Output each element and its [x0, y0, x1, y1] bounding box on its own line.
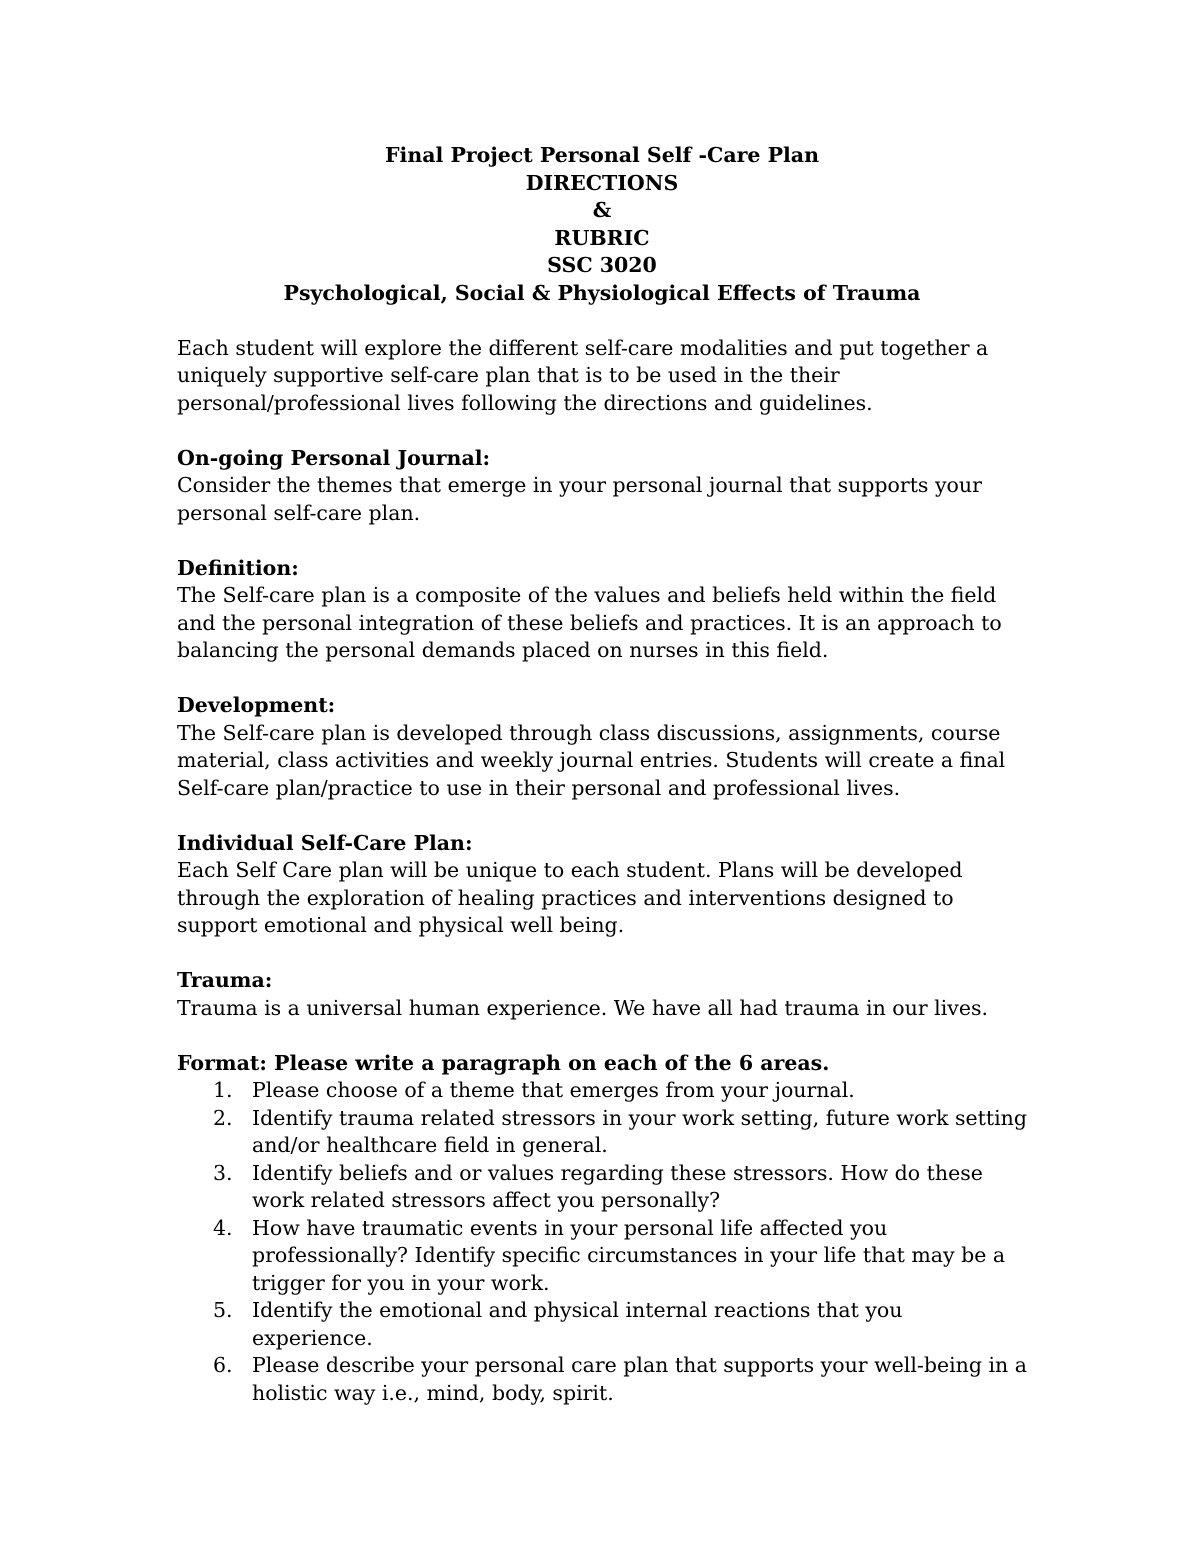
section-format	[177, 1050, 1027, 1408]
section-title: Definition:	[177, 555, 299, 580]
section-title: Trauma:	[177, 968, 273, 992]
document-header	[177, 142, 1027, 307]
list-item	[177, 1352, 1027, 1407]
list-item-number: 4.	[213, 1215, 233, 1240]
section-title: On-going Personal Journal:	[177, 445, 491, 470]
list-item	[177, 1215, 1027, 1298]
list-item-text: Please choose of a theme that emerges from your journal.	[252, 1078, 855, 1102]
list-item-number: 2.	[213, 1105, 233, 1130]
list-item	[177, 1160, 1027, 1215]
header-directions: DIRECTIONS	[525, 170, 679, 195]
header-rubric: RUBRIC	[554, 225, 650, 250]
list-item-number: 5.	[213, 1298, 233, 1322]
list-item-text: Identify trauma related stressors in your work setting, future work setting and/or healthcare field in general.	[252, 1105, 1028, 1157]
list-item-number: 1.	[213, 1078, 233, 1102]
list-item-text: Please describe your personal care plan that supports your well-being in a holistic way i.e., mind, body, spirit.	[252, 1353, 1027, 1405]
list-item-text: Identify the emotional and physical internal reactions that you experience.	[252, 1298, 903, 1350]
section-individual-plan	[177, 830, 1027, 940]
section-body: Trauma is a universal human experience. We have all had trauma in our lives.	[177, 995, 989, 1020]
section-journal	[177, 445, 1027, 528]
section-development	[177, 692, 1027, 802]
header-ampersand: &	[592, 198, 612, 222]
section-body: Each Self Care plan will be unique to each student. Plans will be developed through the exploration of healing practices and interventions designed to support emotional and physical well being.	[177, 858, 963, 937]
section-title: Individual Self-Care Plan:	[177, 830, 473, 855]
list-item	[177, 1297, 1027, 1352]
section-title: Development:	[177, 693, 336, 717]
section-body: Consider the themes that emerge in your personal journal that supports your personal self-care plan.	[177, 473, 982, 525]
document-page	[177, 142, 1027, 1407]
list-item	[177, 1077, 1027, 1105]
format-list	[177, 1077, 1027, 1407]
header-course-title: Psychological, Social & Physiological Effects of Trauma	[283, 280, 921, 305]
list-item-number: 6.	[213, 1353, 233, 1377]
section-body: The Self-care plan is developed through class discussions, assignments, course material, class activities and weekly journal entries. Students will create a final Self-care plan/practice to use in their personal and professional lives.	[177, 720, 1006, 800]
list-item-number: 3.	[213, 1160, 233, 1185]
header-course-code: SSC 3020	[547, 253, 657, 277]
list-item-text: How have traumatic events in your personal life affected you professionally? Identify specific circumstances in your life that may be a trigger for you in your work.	[252, 1215, 1006, 1295]
intro-paragraph: Each student will explore the different self-care modalities and put together a uniquely supportive self-care plan that is to be used in the their personal/professional lives following the directions and guidelines.	[177, 335, 989, 415]
section-trauma	[177, 967, 1027, 1022]
section-definition	[177, 555, 1027, 665]
list-item	[177, 1105, 1027, 1160]
list-item-text: Identify beliefs and or values regarding these stressors. How do these work related stressors affect you personally?	[252, 1160, 983, 1212]
document-title: Final Project Personal Self -Care Plan	[385, 143, 819, 167]
section-body: The Self-care plan is a composite of the values and beliefs held within the field and the personal integration of these beliefs and practices. It is an approach to balancing the personal demands placed on nurses in this field.	[177, 583, 1002, 662]
format-title: Format: Please write a paragraph on each of the 6 areas.	[177, 1050, 830, 1075]
